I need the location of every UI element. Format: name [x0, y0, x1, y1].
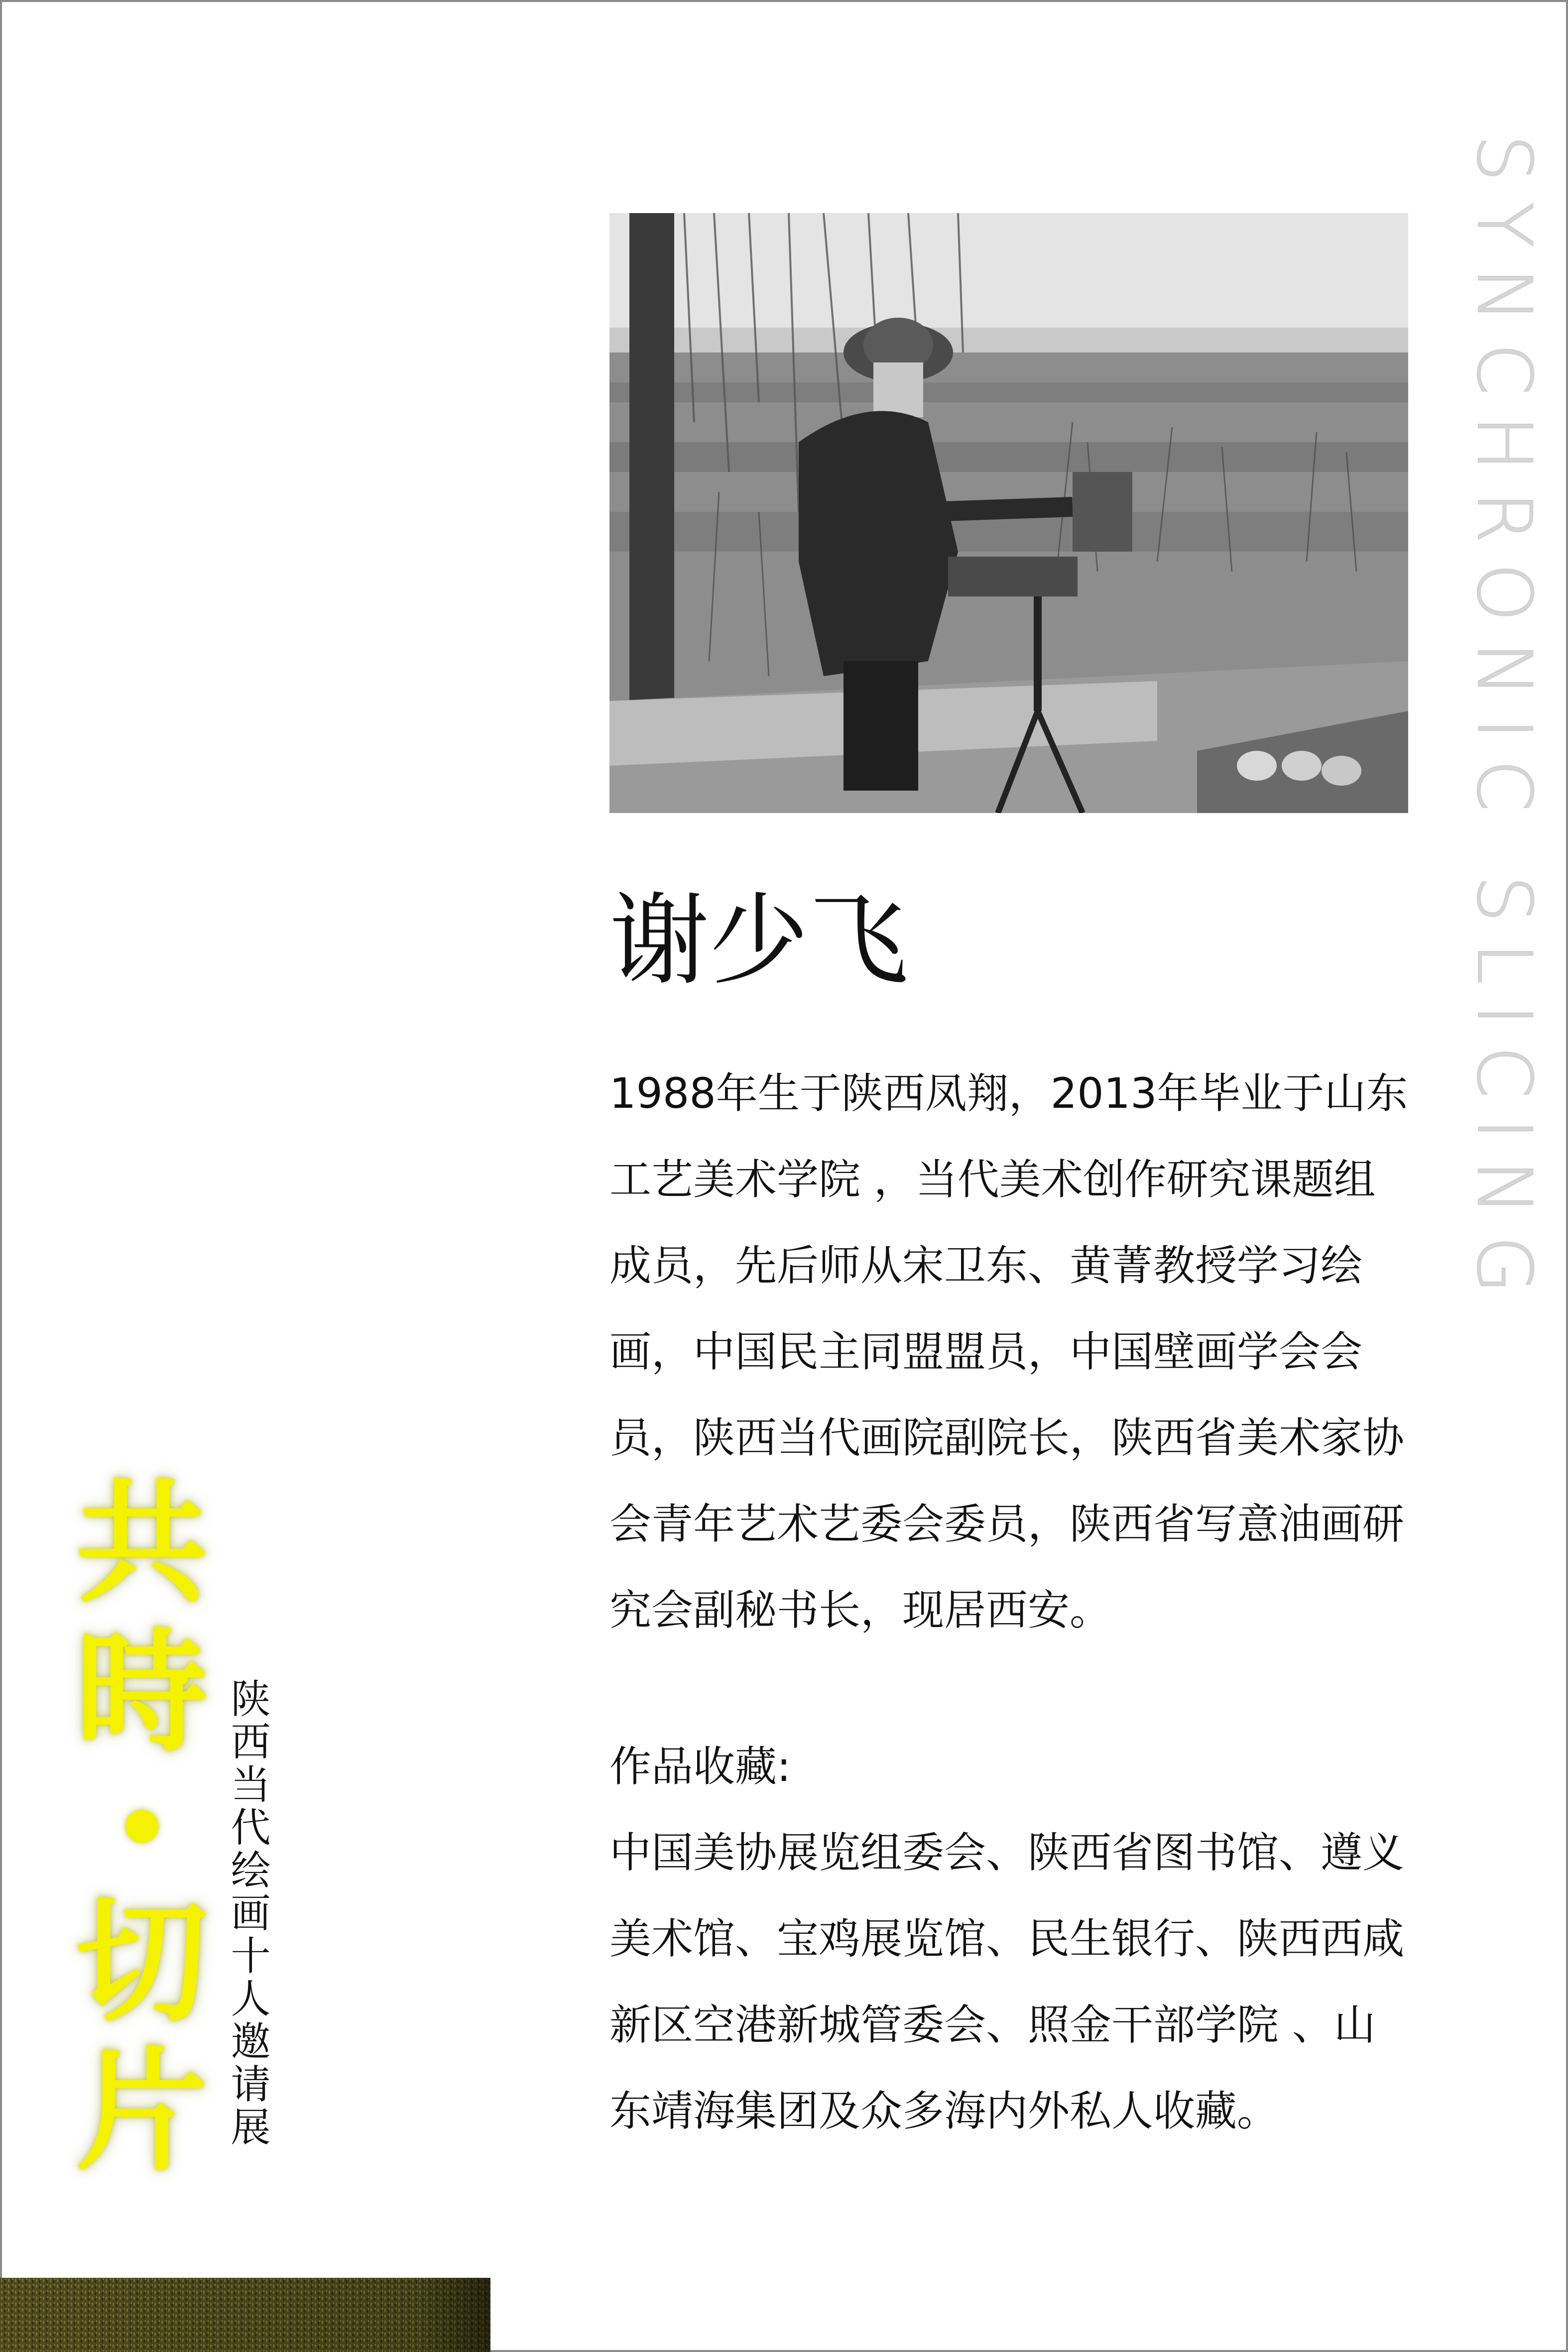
exhibition-title-char: 共	[76, 1466, 208, 1621]
artist-bio: 1988年生于陕西凤翔，2013年毕业于山东工艺美术学院 ，当代美术创作研究课题组成员，先后师从宋卫东、黄菁教授学习绘画，中国民主同盟盟员，中国壁画学会会员，陕西当代画院副院长，陕西省美术家协会青年艺术艺委会委员，陕西省写意油画研究会副秘书长，现居西安。	[609, 1069, 1408, 1635]
decorative-texture-strip	[0, 2278, 490, 2352]
exhibition-title	[75, 1466, 209, 2189]
title-separator-dot	[125, 1810, 158, 1843]
collection-heading: 作品收藏:	[609, 1742, 791, 1791]
artist-photo	[609, 213, 1408, 813]
exhibition-title-char: 時	[76, 1615, 208, 1770]
exhibition-title-char: 片	[76, 2034, 208, 2189]
exhibition-subtitle: 陕西当代绘画十人邀请展	[224, 1678, 270, 2149]
vertical-english-title: SYNCHRONIC SLICING	[1460, 134, 1547, 1314]
exhibition-title-char: 切	[76, 1884, 208, 2039]
collection-list: 中国美协展览组委会、陕西省图书馆、遵义美术馆、宝鸡展览馆、民生银行、陕西西咸新区空港新城管委会、照金干部学院 、山东靖海集团及众多海内外私人收藏。	[609, 1828, 1405, 2135]
artist-name: 谢少飞	[609, 883, 909, 999]
